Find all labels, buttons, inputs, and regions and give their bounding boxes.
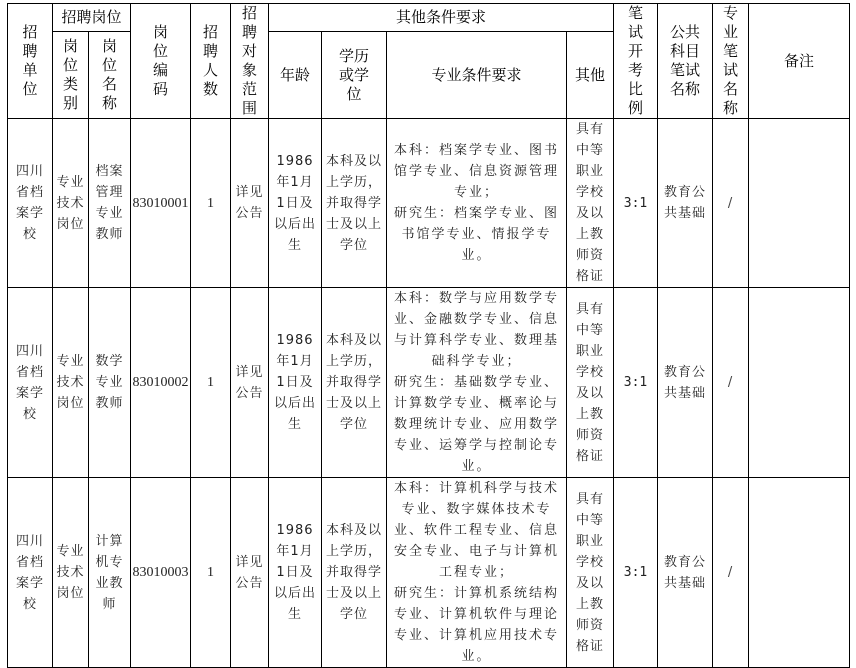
cell-major-requirements: 本科：计算机科学与技术 专业、数字媒体技术专 业、软件工程专业、信息 安全专业、电子与计算机 工程专业； 研究生：计算机系统结构 专业、计算机软件与理论 专业、计算机应用技术专 业。 <box>387 478 567 668</box>
header-other-requirements: 其他条件要求 <box>269 4 614 32</box>
header-other: 其他 <box>567 32 614 119</box>
header-exam-ratio: 笔试开考比例 <box>614 4 658 119</box>
cell-professional-exam-name: / <box>713 478 749 668</box>
header-professional-exam-name: 专业笔试名称 <box>713 4 749 119</box>
table-row <box>8 119 850 288</box>
cell-other: 具有中等职业学校及以上教师资格证 <box>567 119 614 288</box>
cell-major-requirements: 本科：档案学专业、图书 馆学专业、信息资源管理 专业； 研究生：档案学专业、图 书馆学专业、情报学专 业。 <box>387 119 567 288</box>
header-position-code: 岗位编码 <box>131 4 191 119</box>
cell-education: 本科及以上学历，并取得学士及以上学位 <box>322 478 387 668</box>
cell-position-name: 计算机专业教师 <box>89 478 131 668</box>
cell-exam-ratio: 3:1 <box>614 119 658 288</box>
cell-education: 本科及以上学历，并取得学士及以上学位 <box>322 288 387 478</box>
cell-position-code: 83010003 <box>131 478 191 668</box>
cell-headcount: 1 <box>191 478 231 668</box>
header-position-group: 招聘岗位 <box>53 4 131 32</box>
header-education: 学历或学位 <box>322 32 387 119</box>
cell-public-exam-name: 教育公共基础 <box>658 119 713 288</box>
cell-remarks <box>749 478 850 668</box>
cell-headcount: 1 <box>191 288 231 478</box>
cell-education: 本科及以上学历，并取得学士及以上学位 <box>322 119 387 288</box>
header-position-name: 岗位名称 <box>89 32 131 119</box>
cell-age: 1986年1月1日及以后出生 <box>269 478 322 668</box>
recruitment-table <box>7 3 850 668</box>
cell-remarks <box>749 119 850 288</box>
cell-age: 1986年1月1日及以后出生 <box>269 119 322 288</box>
cell-professional-exam-name: / <box>713 119 749 288</box>
table-row <box>8 478 850 668</box>
cell-remarks <box>749 288 850 478</box>
header-remarks: 备注 <box>749 4 850 119</box>
cell-target-scope: 详见公告 <box>231 288 269 478</box>
cell-other: 具有中等职业学校及以上教师资格证 <box>567 478 614 668</box>
cell-unit: 四川省档案学校 <box>8 478 53 668</box>
header-major-requirements: 专业条件要求 <box>387 32 567 119</box>
cell-position-name: 数学专业教师 <box>89 288 131 478</box>
cell-professional-exam-name: / <box>713 288 749 478</box>
cell-exam-ratio: 3:1 <box>614 478 658 668</box>
cell-position-type: 专业技术岗位 <box>53 288 89 478</box>
cell-public-exam-name: 教育公共基础 <box>658 478 713 668</box>
header-unit: 招聘单位 <box>8 4 53 119</box>
table-row <box>8 288 850 478</box>
cell-position-type: 专业技术岗位 <box>53 478 89 668</box>
header-age: 年龄 <box>269 32 322 119</box>
cell-position-code: 83010001 <box>131 119 191 288</box>
cell-other: 具有中等职业学校及以上教师资格证 <box>567 288 614 478</box>
cell-unit: 四川省档案学校 <box>8 288 53 478</box>
cell-unit: 四川省档案学校 <box>8 119 53 288</box>
cell-position-code: 83010002 <box>131 288 191 478</box>
cell-target-scope: 详见公告 <box>231 119 269 288</box>
header-headcount: 招聘人数 <box>191 4 231 119</box>
cell-position-type: 专业技术岗位 <box>53 119 89 288</box>
cell-position-name: 档案管理专业教师 <box>89 119 131 288</box>
cell-public-exam-name: 教育公共基础 <box>658 288 713 478</box>
header-position-type: 岗位类别 <box>53 32 89 119</box>
cell-headcount: 1 <box>191 119 231 288</box>
cell-target-scope: 详见公告 <box>231 478 269 668</box>
header-target-scope: 招聘对象范围 <box>231 4 269 119</box>
cell-exam-ratio: 3:1 <box>614 288 658 478</box>
header-public-exam-name: 公共科目笔试名称 <box>658 4 713 119</box>
cell-major-requirements: 本科：数学与应用数学专 业、金融数学专业、信息 与计算科学专业、数理基 础科学专业； 研究生：基础数学专业、 计算数学专业、概率论与 数理统计专业、应用数学 专业、运筹学与控制论专 业。 <box>387 288 567 478</box>
cell-age: 1986年1月1日及以后出生 <box>269 288 322 478</box>
